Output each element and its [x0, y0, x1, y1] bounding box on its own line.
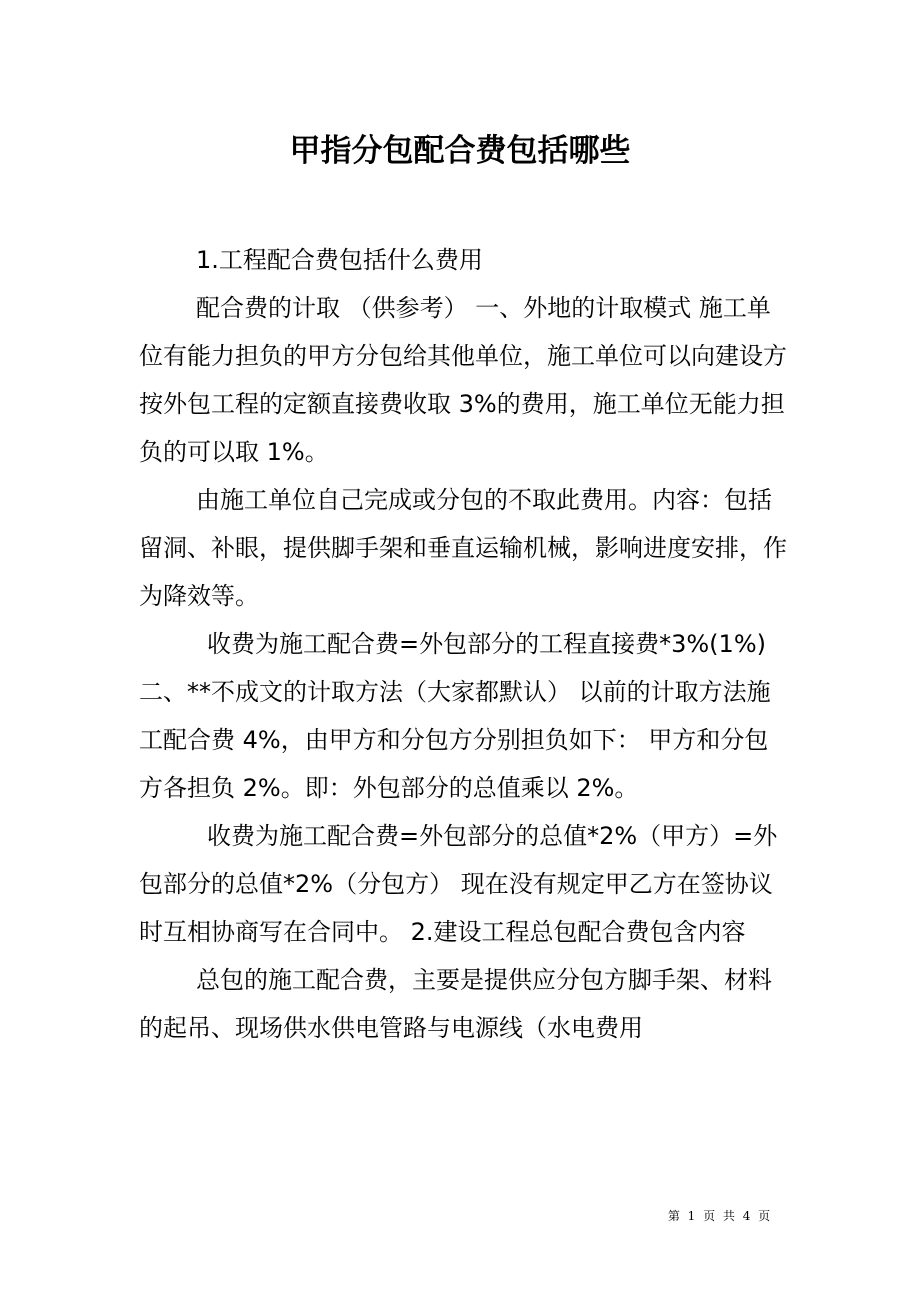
- document-title: 甲指分包配合费包括哪些: [289, 133, 631, 169]
- paragraph: 总包的施工配合费，主要是提供应分包方脚手架、材料的起吊、现场供水供电管路与电源线（水电费用: [139, 966, 772, 1042]
- paragraph: 配合费的计取 （供参考） 一、外地的计取模式 施工单位有能力担负的甲方分包给其他单位，施工单位可以向建设方按外包工程的定额直接费收取 3%的费用，施工单位无能力担负的可以取 1%。: [139, 294, 787, 466]
- paragraph: 由施工单位自己完成或分包的不取此费用。内容：包括留洞、补眼，提供脚手架和垂直运输机械，影响进度安排，作为降效等。: [139, 486, 787, 610]
- paragraph-heading-1: 1.工程配合费包括什么费用: [196, 246, 483, 274]
- document-body: [139, 236, 787, 1052]
- page-number: 第 1 页 共 4 页: [667, 1209, 773, 1223]
- paragraph: 收费为施工配合费=外包部分的总值*2%（甲方）=外包部分的总值*2%（分包方） 现在没有规定甲乙方在签协议时互相协商写在合同中。 2.建设工程总包配合费包含内容: [139, 822, 778, 946]
- paragraph: 收费为施工配合费=外包部分的工程直接费*3%(1%) 二、**不成文的计取方法（大家都默认） 以前的计取方法施工配合费 4%，由甲方和分包方分别担负如下： 甲方和分包方各担负 2%。即：外包部分的总值乘以 2%。: [139, 630, 771, 802]
